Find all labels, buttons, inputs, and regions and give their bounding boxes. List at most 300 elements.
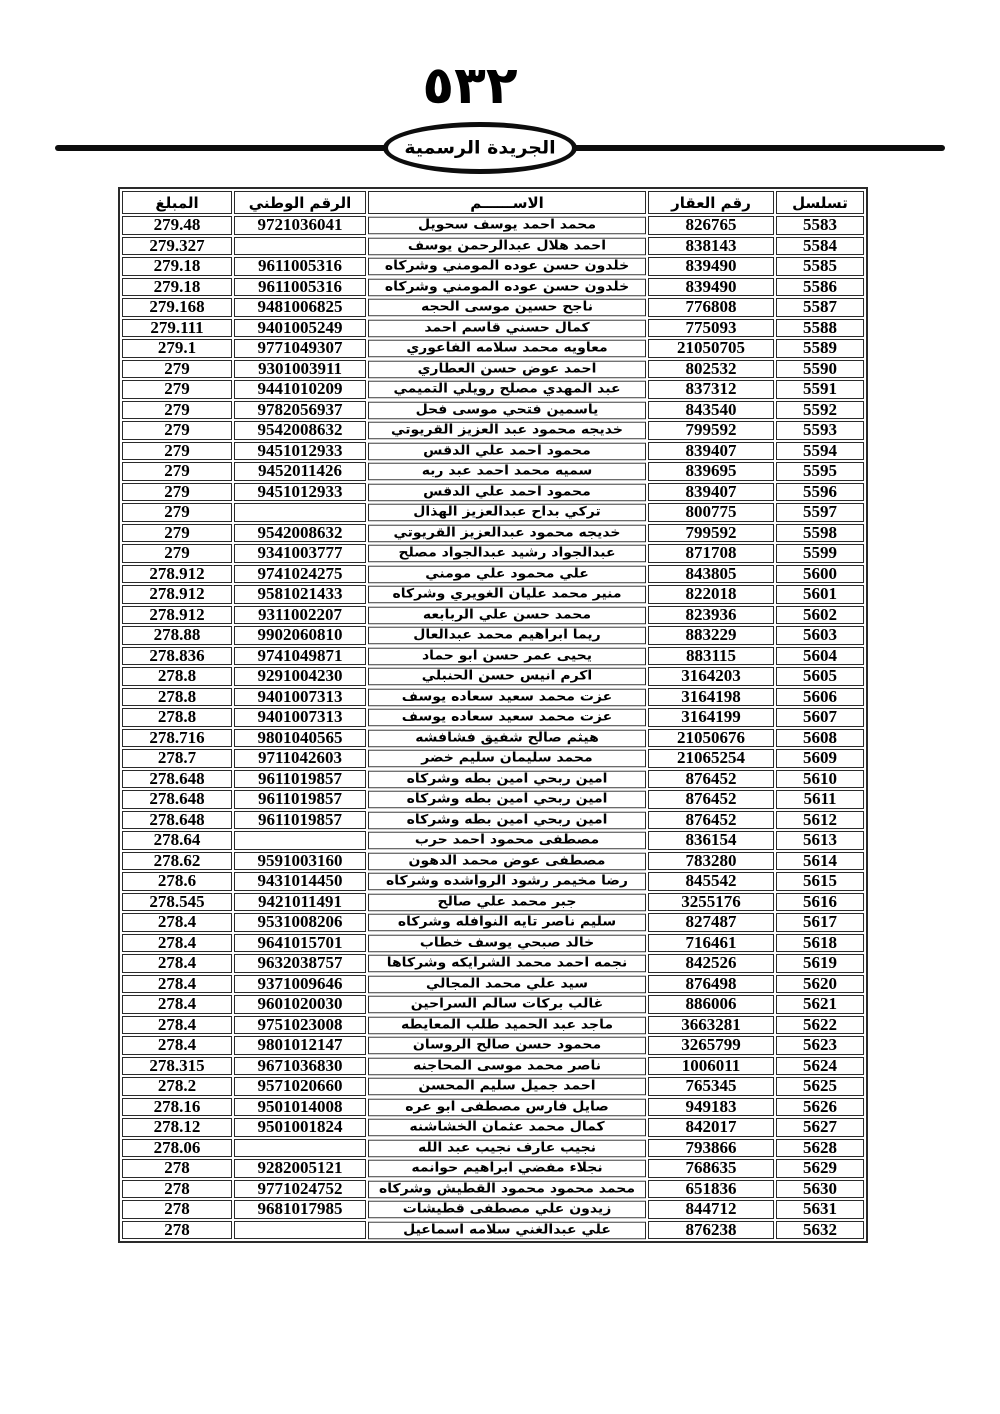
- amount-cell: 278.7: [122, 749, 232, 768]
- name-cell: علي محمود علي مومني: [368, 565, 646, 582]
- serial-cell: 5591: [776, 380, 864, 399]
- table-row: [122, 667, 864, 686]
- amount-cell: 279.111: [122, 319, 232, 338]
- property-number-cell: 3164198: [648, 688, 774, 707]
- amount-cell: 278.315: [122, 1057, 232, 1076]
- property-number-cell: 651836: [648, 1180, 774, 1199]
- table-row: [122, 1098, 864, 1117]
- serial-cell: 5610: [776, 770, 864, 789]
- amount-cell: 279.327: [122, 237, 232, 256]
- table-row: [122, 934, 864, 953]
- name-cell: نجيب عارف نجيب عبد الله: [368, 1139, 646, 1156]
- table-row: [122, 1016, 864, 1035]
- amount-cell: 278.8: [122, 688, 232, 707]
- amount-cell: 278: [122, 1200, 232, 1219]
- amount-cell: 279: [122, 544, 232, 563]
- table-row: [122, 1077, 864, 1096]
- name-cell: عزت محمد سعيد سعاده يوسف: [368, 709, 646, 726]
- property-number-cell: 800775: [648, 503, 774, 522]
- table-row: [122, 442, 864, 461]
- national-id-cell: 9601020030: [234, 995, 366, 1014]
- serial-cell: 5589: [776, 339, 864, 358]
- property-number-cell: 823936: [648, 606, 774, 625]
- table-row: [122, 1139, 864, 1158]
- national-id-cell: 9611005316: [234, 257, 366, 276]
- amount-cell: 278.912: [122, 606, 232, 625]
- property-number-cell: 839407: [648, 483, 774, 502]
- table-row: [122, 1057, 864, 1076]
- amount-cell: 278.4: [122, 975, 232, 994]
- property-number-cell: 871708: [648, 544, 774, 563]
- amount-cell: 279.168: [122, 298, 232, 317]
- amount-cell: 278.16: [122, 1098, 232, 1117]
- serial-cell: 5631: [776, 1200, 864, 1219]
- serial-cell: 5616: [776, 893, 864, 912]
- amount-cell: 279: [122, 524, 232, 543]
- name-cell: محمد سليمان سليم خضر: [368, 750, 646, 767]
- national-id-cell: 9611019857: [234, 790, 366, 809]
- table-row: [122, 298, 864, 317]
- name-cell: امين ربحي امين بطه وشركاه: [368, 811, 646, 828]
- national-id-cell: 9441010209: [234, 380, 366, 399]
- serial-cell: 5628: [776, 1139, 864, 1158]
- name-cell: يحيى عمر حسن ابو حماد: [368, 647, 646, 664]
- serial-cell: 5625: [776, 1077, 864, 1096]
- national-id-cell: 9902060810: [234, 626, 366, 645]
- name-cell: غالب بركات سالم السراحين: [368, 996, 646, 1013]
- amount-cell: 278.912: [122, 565, 232, 584]
- national-id-cell: 9542008632: [234, 524, 366, 543]
- national-id-cell: [234, 1221, 366, 1240]
- table-row: [122, 565, 864, 584]
- national-id-cell: 9282005121: [234, 1159, 366, 1178]
- name-cell: نجمه احمد محمد الشرايكه وشركاها: [368, 955, 646, 972]
- property-number-cell: 876238: [648, 1221, 774, 1240]
- amount-cell: 278: [122, 1221, 232, 1240]
- table-row: [122, 790, 864, 809]
- national-id-cell: 9501001824: [234, 1118, 366, 1137]
- national-id-cell: 9782056937: [234, 401, 366, 420]
- property-number-cell: 876452: [648, 811, 774, 830]
- national-id-cell: 9591003160: [234, 852, 366, 871]
- serial-cell: 5626: [776, 1098, 864, 1117]
- serial-cell: 5588: [776, 319, 864, 338]
- property-number-cell: 842017: [648, 1118, 774, 1137]
- national-id-cell: 9581021433: [234, 585, 366, 604]
- serial-cell: 5623: [776, 1036, 864, 1055]
- table-row: [122, 1221, 864, 1240]
- name-cell: زيدون علي مصطفى قطيشات: [368, 1201, 646, 1218]
- name-cell: ماجد عبد الحميد طلب المعايطه: [368, 1016, 646, 1033]
- name-cell: ريما ابراهيم محمد عبدالعال: [368, 627, 646, 644]
- amount-cell: 278.4: [122, 934, 232, 953]
- property-number-cell: 3265799: [648, 1036, 774, 1055]
- table-row: [122, 852, 864, 871]
- serial-cell: 5605: [776, 667, 864, 686]
- table-row: [122, 360, 864, 379]
- property-number-cell: 844712: [648, 1200, 774, 1219]
- amount-cell: 279: [122, 503, 232, 522]
- property-number-cell: 3255176: [648, 893, 774, 912]
- national-id-cell: 9371009646: [234, 975, 366, 994]
- national-id-cell: 9801040565: [234, 729, 366, 748]
- amount-cell: 278.62: [122, 852, 232, 871]
- amount-cell: 279.18: [122, 278, 232, 297]
- table-row: [122, 1200, 864, 1219]
- amount-cell: 279.18: [122, 257, 232, 276]
- national-id-cell: 9481006825: [234, 298, 366, 317]
- property-number-cell: 876452: [648, 770, 774, 789]
- serial-cell: 5599: [776, 544, 864, 563]
- serial-cell: 5627: [776, 1118, 864, 1137]
- property-number-cell: 839407: [648, 442, 774, 461]
- table-row: [122, 626, 864, 645]
- name-cell: امين ربحي امين بطه وشركاه: [368, 791, 646, 808]
- table-row: [122, 401, 864, 420]
- property-number-cell: 3164199: [648, 708, 774, 727]
- name-cell: سيد علي محمد المجالي: [368, 975, 646, 992]
- name-cell: امين ربحي امين بطه وشركاه: [368, 770, 646, 787]
- amount-cell: 278.4: [122, 995, 232, 1014]
- national-id-cell: 9301003911: [234, 360, 366, 379]
- table-row: [122, 913, 864, 932]
- table-row: [122, 872, 864, 891]
- name-cell: احمد عوض حسن العطاري: [368, 360, 646, 377]
- serial-cell: 5590: [776, 360, 864, 379]
- name-cell: محمود احمد علي الدقس: [368, 442, 646, 459]
- name-cell: عزت محمد سعيد سعاده يوسف: [368, 688, 646, 705]
- national-id-cell: 9671036830: [234, 1057, 366, 1076]
- column-header-property-number: رقم العقار: [648, 191, 774, 214]
- property-number-cell: 876498: [648, 975, 774, 994]
- gazette-title-oval: [383, 122, 577, 174]
- property-number-cell: 826765: [648, 216, 774, 235]
- name-cell: نجلاء مفضي ابراهيم حوانمه: [368, 1160, 646, 1177]
- name-cell: مصطفى عوض محمد الدهون: [368, 852, 646, 869]
- serial-cell: 5632: [776, 1221, 864, 1240]
- amount-cell: 278.8: [122, 667, 232, 686]
- serial-cell: 5593: [776, 421, 864, 440]
- name-cell: ياسمين فتحي موسى فحل: [368, 401, 646, 418]
- serial-cell: 5612: [776, 811, 864, 830]
- amount-cell: 278.648: [122, 790, 232, 809]
- serial-cell: 5617: [776, 913, 864, 932]
- national-id-cell: 9311002207: [234, 606, 366, 625]
- table-row: [122, 257, 864, 276]
- national-id-cell: 9801012147: [234, 1036, 366, 1055]
- serial-cell: 5619: [776, 954, 864, 973]
- name-cell: اكرم انيس حسن الحنبلي: [368, 668, 646, 685]
- property-number-cell: 802532: [648, 360, 774, 379]
- national-id-cell: 9571020660: [234, 1077, 366, 1096]
- name-cell: معاويه محمد سلامه الفاعوري: [368, 340, 646, 357]
- amount-cell: 279: [122, 442, 232, 461]
- national-id-cell: 9501014008: [234, 1098, 366, 1117]
- amount-cell: 278: [122, 1159, 232, 1178]
- property-number-cell: 843540: [648, 401, 774, 420]
- table-body: [122, 216, 864, 1239]
- national-id-cell: 9431014450: [234, 872, 366, 891]
- national-id-cell: 9741024275: [234, 565, 366, 584]
- name-cell: كمال محمد عثمان الخشاشنه: [368, 1119, 646, 1136]
- name-cell: سليم ناصر تايه النوافله وشركاه: [368, 914, 646, 931]
- property-number-cell: 883115: [648, 647, 774, 666]
- property-number-cell: 799592: [648, 421, 774, 440]
- name-cell: محمد حسن علي الربابعه: [368, 606, 646, 623]
- table-row: [122, 216, 864, 235]
- table-row: [122, 237, 864, 256]
- national-id-cell: 9401007313: [234, 688, 366, 707]
- amount-cell: 278.6: [122, 872, 232, 891]
- property-number-cell: 783280: [648, 852, 774, 871]
- national-id-cell: 9611019857: [234, 770, 366, 789]
- amount-cell: 278.4: [122, 913, 232, 932]
- amount-cell: 279: [122, 462, 232, 481]
- amount-cell: 278: [122, 1180, 232, 1199]
- serial-cell: 5606: [776, 688, 864, 707]
- name-cell: خلدون حسن عوده المومني وشركاه: [368, 278, 646, 295]
- name-cell: ناصر محمد موسى المحاجنه: [368, 1057, 646, 1074]
- property-number-cell: 845542: [648, 872, 774, 891]
- serial-cell: 5614: [776, 852, 864, 871]
- national-id-cell: 9641015701: [234, 934, 366, 953]
- table-row: [122, 954, 864, 973]
- table-row: [122, 380, 864, 399]
- serial-cell: 5613: [776, 831, 864, 850]
- serial-cell: 5597: [776, 503, 864, 522]
- table-row: [122, 770, 864, 789]
- table-row: [122, 647, 864, 666]
- amount-cell: 278.06: [122, 1139, 232, 1158]
- serial-cell: 5604: [776, 647, 864, 666]
- serial-cell: 5603: [776, 626, 864, 645]
- table-row: [122, 1180, 864, 1199]
- table-row: [122, 503, 864, 522]
- serial-cell: 5583: [776, 216, 864, 235]
- amount-cell: 278.64: [122, 831, 232, 850]
- serial-cell: 5602: [776, 606, 864, 625]
- amount-cell: 278.836: [122, 647, 232, 666]
- table-row: [122, 421, 864, 440]
- property-number-cell: 843805: [648, 565, 774, 584]
- serial-cell: 5586: [776, 278, 864, 297]
- name-cell: علي عبدالغني سلامه اسماعيل: [368, 1221, 646, 1238]
- amount-cell: 278.4: [122, 954, 232, 973]
- name-cell: صايل فارس مصطفى ابو عره: [368, 1098, 646, 1115]
- property-number-cell: 827487: [648, 913, 774, 932]
- table-row: [122, 585, 864, 604]
- name-cell: احمد هلال عبدالرحمن يوسف: [368, 237, 646, 254]
- property-number-cell: 21050705: [648, 339, 774, 358]
- property-number-cell: 886006: [648, 995, 774, 1014]
- serial-cell: 5609: [776, 749, 864, 768]
- name-cell: هيثم صالح شفيق فشافشه: [368, 729, 646, 746]
- serial-cell: 5630: [776, 1180, 864, 1199]
- national-id-cell: 9451012933: [234, 442, 366, 461]
- national-id-cell: 9711042603: [234, 749, 366, 768]
- national-id-cell: 9421011491: [234, 893, 366, 912]
- name-cell: محمود حسن صالح الروسان: [368, 1037, 646, 1054]
- name-cell: محمد احمد يوسف سحويل: [368, 217, 646, 234]
- property-number-cell: 765345: [648, 1077, 774, 1096]
- serial-cell: 5621: [776, 995, 864, 1014]
- table-row: [122, 319, 864, 338]
- national-id-cell: 9401007313: [234, 708, 366, 727]
- table-row: [122, 524, 864, 543]
- national-id-cell: 9451012933: [234, 483, 366, 502]
- serial-cell: 5620: [776, 975, 864, 994]
- table-row: [122, 811, 864, 830]
- property-number-cell: 836154: [648, 831, 774, 850]
- national-id-cell: 9531008206: [234, 913, 366, 932]
- name-cell: مصطفى محمود احمد حرب: [368, 832, 646, 849]
- property-number-cell: 839490: [648, 257, 774, 276]
- serial-cell: 5596: [776, 483, 864, 502]
- name-cell: محمود احمد علي الدقس: [368, 483, 646, 500]
- national-id-cell: [234, 237, 366, 256]
- table-row: [122, 1118, 864, 1137]
- property-number-cell: 776808: [648, 298, 774, 317]
- amount-cell: 278.648: [122, 770, 232, 789]
- amount-cell: 279.48: [122, 216, 232, 235]
- property-number-cell: 1006011: [648, 1057, 774, 1076]
- table-row: [122, 688, 864, 707]
- name-cell: خالد صبحي يوسف خطاب: [368, 934, 646, 951]
- name-cell: عبد المهدي مصلح رويلي التميمي: [368, 381, 646, 398]
- national-id-cell: 9452011426: [234, 462, 366, 481]
- table-row: [122, 893, 864, 912]
- table-row: [122, 1036, 864, 1055]
- property-number-cell: 793866: [648, 1139, 774, 1158]
- national-id-cell: 9741049871: [234, 647, 366, 666]
- column-header-name: الاســــــم: [368, 191, 646, 214]
- name-cell: تركي بداح عبدالعزيز الهذال: [368, 504, 646, 521]
- national-id-cell: 9632038757: [234, 954, 366, 973]
- amount-cell: 278.2: [122, 1077, 232, 1096]
- serial-cell: 5607: [776, 708, 864, 727]
- property-number-cell: 775093: [648, 319, 774, 338]
- national-id-cell: [234, 1139, 366, 1158]
- serial-cell: 5611: [776, 790, 864, 809]
- column-header-national-id: الرقم الوطني: [234, 191, 366, 214]
- amount-cell: 279: [122, 380, 232, 399]
- property-number-cell: 822018: [648, 585, 774, 604]
- property-number-cell: 837312: [648, 380, 774, 399]
- table-row: [122, 483, 864, 502]
- national-id-cell: 9751023008: [234, 1016, 366, 1035]
- national-id-cell: 9771049307: [234, 339, 366, 358]
- amount-cell: 278.545: [122, 893, 232, 912]
- serial-cell: 5608: [776, 729, 864, 748]
- property-number-cell: 21050676: [648, 729, 774, 748]
- national-id-cell: 9611019857: [234, 811, 366, 830]
- table-row: [122, 708, 864, 727]
- amount-cell: 279: [122, 401, 232, 420]
- records-table: [118, 187, 868, 1243]
- serial-cell: 5595: [776, 462, 864, 481]
- serial-cell: 5618: [776, 934, 864, 953]
- serial-cell: 5598: [776, 524, 864, 543]
- serial-cell: 5594: [776, 442, 864, 461]
- amount-cell: 278.4: [122, 1016, 232, 1035]
- property-number-cell: 799592: [648, 524, 774, 543]
- property-number-cell: 839490: [648, 278, 774, 297]
- serial-cell: 5584: [776, 237, 864, 256]
- name-cell: سميه محمد احمد عبد ربه: [368, 463, 646, 480]
- national-id-cell: 9611005316: [234, 278, 366, 297]
- serial-cell: 5587: [776, 298, 864, 317]
- national-id-cell: 9681017985: [234, 1200, 366, 1219]
- name-cell: عبدالجواد رشيد عبدالجواد مصلح: [368, 545, 646, 562]
- property-number-cell: 839695: [648, 462, 774, 481]
- property-number-cell: 716461: [648, 934, 774, 953]
- property-number-cell: 3663281: [648, 1016, 774, 1035]
- property-number-cell: 842526: [648, 954, 774, 973]
- name-cell: كمال حسني قاسم احمد: [368, 319, 646, 336]
- name-cell: رضا مخيمر رشود الرواشده وشركاه: [368, 873, 646, 890]
- national-id-cell: 9721036041: [234, 216, 366, 235]
- column-header-amount: المبلغ: [122, 191, 232, 214]
- amount-cell: 278.648: [122, 811, 232, 830]
- property-number-cell: 876452: [648, 790, 774, 809]
- table-row: [122, 831, 864, 850]
- serial-cell: 5585: [776, 257, 864, 276]
- property-number-cell: 838143: [648, 237, 774, 256]
- national-id-cell: 9341003777: [234, 544, 366, 563]
- amount-cell: 278.912: [122, 585, 232, 604]
- name-cell: احمد جميل سليم المحسن: [368, 1078, 646, 1095]
- national-id-cell: 9291004230: [234, 667, 366, 686]
- amount-cell: 278.8: [122, 708, 232, 727]
- property-number-cell: 768635: [648, 1159, 774, 1178]
- table-row: [122, 749, 864, 768]
- table-row: [122, 1159, 864, 1178]
- table-row: [122, 544, 864, 563]
- serial-cell: 5622: [776, 1016, 864, 1035]
- serial-cell: 5624: [776, 1057, 864, 1076]
- table-header-row: [122, 191, 864, 214]
- amount-cell: 278.4: [122, 1036, 232, 1055]
- name-cell: منير محمد عليان الغويري وشركاه: [368, 586, 646, 603]
- property-number-cell: 883229: [648, 626, 774, 645]
- amount-cell: 278.716: [122, 729, 232, 748]
- table-row: [122, 462, 864, 481]
- amount-cell: 279.1: [122, 339, 232, 358]
- amount-cell: 279: [122, 483, 232, 502]
- national-id-cell: 9542008632: [234, 421, 366, 440]
- amount-cell: 279: [122, 421, 232, 440]
- serial-cell: 5600: [776, 565, 864, 584]
- page-number: ٥٣٢: [422, 56, 518, 116]
- serial-cell: 5615: [776, 872, 864, 891]
- national-id-cell: [234, 503, 366, 522]
- serial-cell: 5592: [776, 401, 864, 420]
- table-row: [122, 606, 864, 625]
- table-row: [122, 729, 864, 748]
- national-id-cell: 9401005249: [234, 319, 366, 338]
- table-row: [122, 339, 864, 358]
- name-cell: خلدون حسن عوده المومني وشركاه: [368, 258, 646, 275]
- name-cell: خديجه محمود عبدالعزيز القريوتي: [368, 524, 646, 541]
- property-number-cell: 949183: [648, 1098, 774, 1117]
- table-row: [122, 975, 864, 994]
- amount-cell: 278.12: [122, 1118, 232, 1137]
- national-id-cell: 9771024752: [234, 1180, 366, 1199]
- column-header-serial: تسلسل: [776, 191, 864, 214]
- amount-cell: 279: [122, 360, 232, 379]
- national-id-cell: [234, 831, 366, 850]
- table-row: [122, 995, 864, 1014]
